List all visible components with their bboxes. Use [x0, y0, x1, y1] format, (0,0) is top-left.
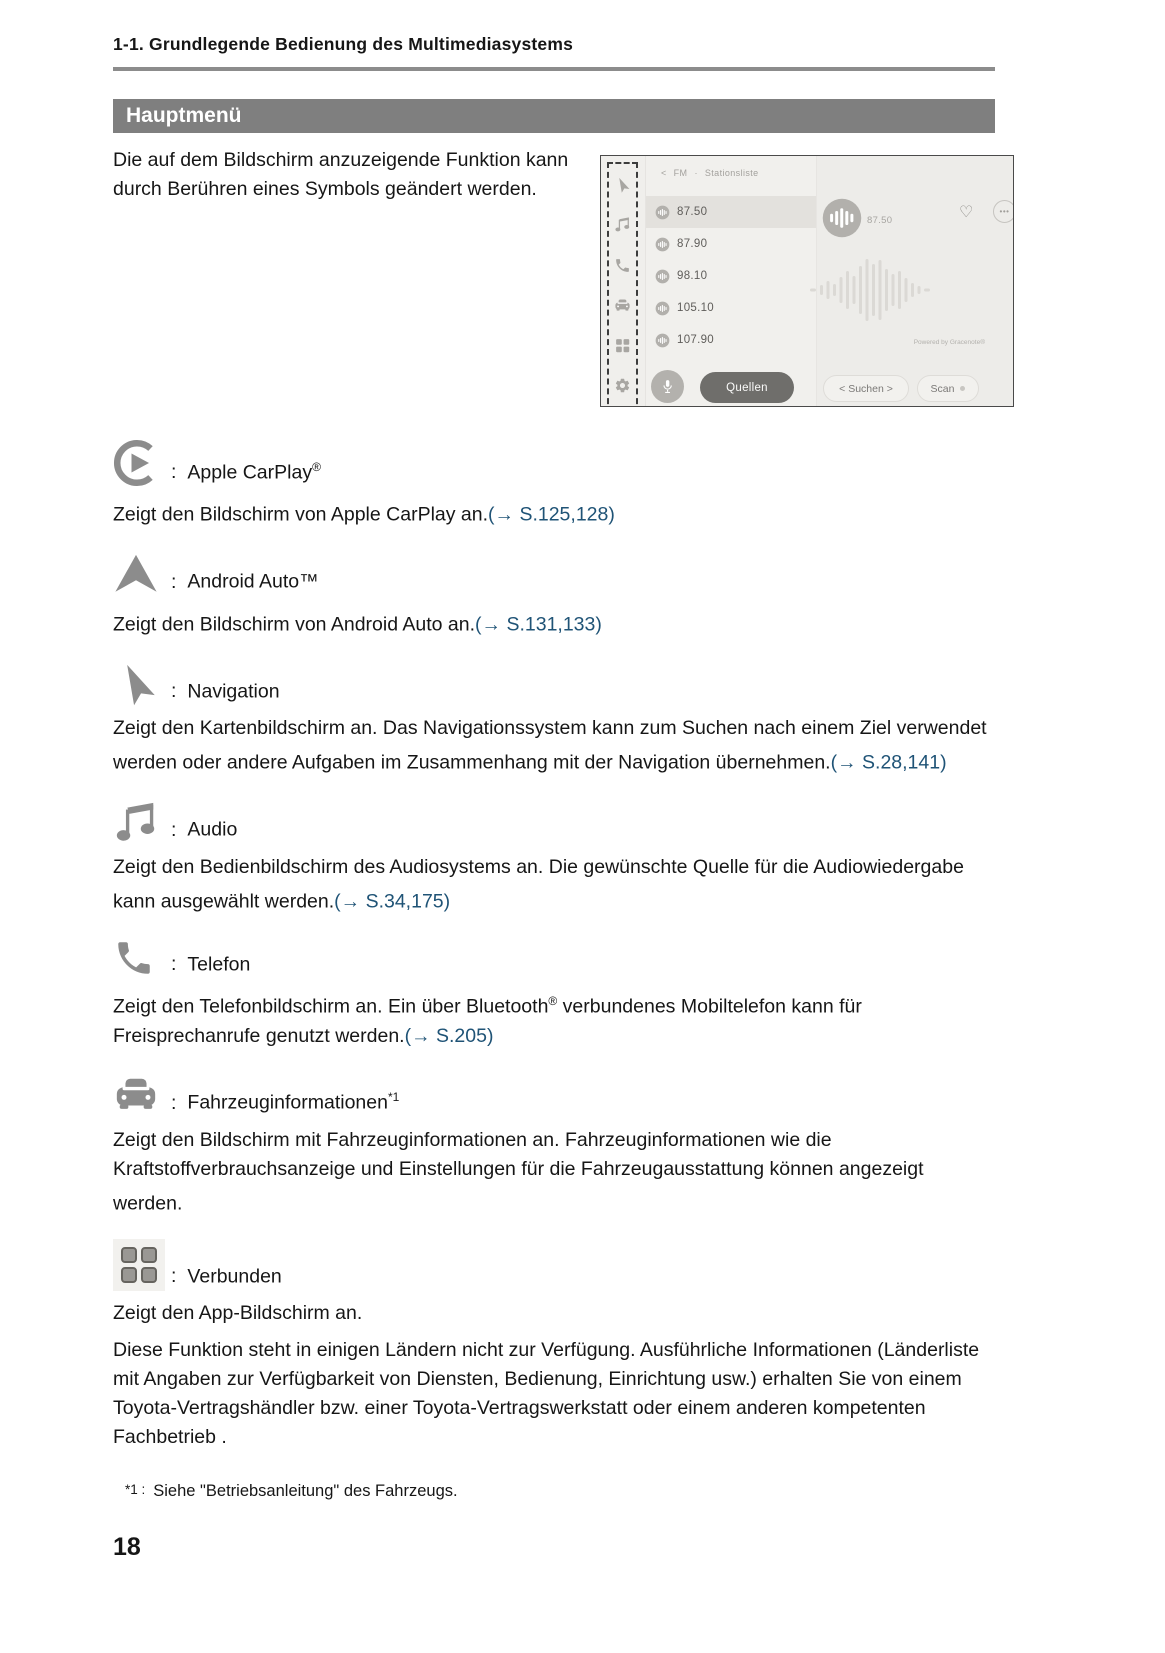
description-text: Zeigt den Bildschirm von Android Auto an.	[113, 613, 476, 635]
more-options-icon: •••	[993, 200, 1014, 223]
sidebar-highlight-box	[607, 162, 638, 407]
section-title: Hauptmenü	[126, 104, 242, 127]
list-title: Stationsliste	[704, 168, 759, 178]
phone-icon	[113, 937, 171, 979]
chapter-heading: 1-1. Grundlegende Bedienung des Multimediasystems	[113, 34, 574, 54]
label-colon: :	[171, 461, 177, 483]
description-text: Zeigt den Bildschirm von Apple CarPlay an.	[113, 503, 489, 526]
description-sup: ®	[548, 994, 558, 1008]
station-frequency: 98.10	[677, 270, 708, 282]
microphone-icon	[659, 378, 676, 395]
waveform-graphic	[810, 255, 930, 325]
entry-description	[113, 853, 995, 917]
entry-label	[171, 952, 250, 980]
entry-description	[113, 1299, 995, 1328]
entry-label	[171, 569, 319, 597]
android-auto-icon	[113, 551, 171, 597]
vehicle-info-icon	[614, 297, 631, 314]
station-row	[645, 260, 816, 292]
scan-dot	[960, 386, 965, 391]
menu-entry-audio	[113, 799, 995, 917]
entry-description	[113, 1126, 995, 1219]
station-frequency: 87.50	[677, 206, 708, 218]
station-icon	[655, 205, 670, 220]
entry-label-text: Verbunden	[187, 1265, 282, 1287]
description-text: Zeigt den Telefonbildschirm an. Ein über Bluetooth	[113, 995, 549, 1018]
description-text: Zeigt den Kartenbildschirm an. Das Navigationssystem kann zum Suchen nach einem Ziel verwendet werden oder andere Aufgaben im Zusammenhang mit der Navigation übernehmen.	[113, 717, 987, 774]
footnote	[113, 1482, 995, 1501]
entry-note: Diese Funktion steht in einigen Ländern nicht zur Verfügung. Ausführliche Informationen (Länderliste mit Angaben zur Verfügbarkeit von Diensten, Bedienung, Einrichtung usw.) erhalten Sie von einem Toyota-Vertragshändler bzw. einer Toyota-Vertragswerkstatt oder einem anderen kompetenten Fachbetrieb .	[113, 1339, 980, 1448]
menu-entry-android-auto	[113, 551, 995, 640]
entry-label	[171, 1264, 282, 1292]
label-colon: :	[171, 680, 177, 702]
entry-label-sup: ®	[312, 459, 321, 474]
entry-description	[113, 714, 995, 778]
station-icon	[655, 301, 670, 316]
vehicle-info-icon	[113, 1072, 171, 1118]
scan-button-label: Scan	[930, 382, 955, 395]
entry-description	[113, 605, 995, 640]
entry-label	[171, 679, 280, 707]
station-row	[645, 228, 816, 260]
now-playing-station-icon	[821, 197, 863, 239]
entry-label	[171, 817, 237, 845]
breadcrumb-separator: ·	[694, 168, 698, 178]
cross-reference-link[interactable]: (→ S.125,128)	[488, 503, 615, 526]
navigation-icon	[614, 176, 631, 193]
menu-entry-fahrzeuginformationen	[113, 1072, 995, 1219]
menu-entry-telefon	[113, 937, 995, 1051]
voice-mic-button	[651, 370, 684, 403]
station-frequency: 105.10	[677, 302, 714, 314]
source-label: FM	[673, 168, 688, 178]
phone-icon	[614, 257, 631, 274]
scan-button	[917, 375, 979, 402]
label-colon: :	[171, 570, 177, 593]
entry-label-text: Navigation	[187, 680, 280, 702]
breadcrumb	[661, 168, 766, 178]
powered-by-credit: Powered by Gracenote®	[913, 339, 985, 346]
entry-label	[171, 1090, 399, 1118]
station-icon	[655, 269, 670, 284]
station-list-panel	[645, 156, 817, 406]
description-text: Zeigt den Bildschirm mit Fahrzeuginformationen an. Fahrzeuginformationen wie die Kraftstoffverbrauchsanzeige und Einstellungen für die Fahrzeugausstattung können angezeigt werden.	[113, 1128, 924, 1214]
header-divider	[113, 67, 995, 71]
footnote-marker: *1 :	[125, 1482, 146, 1497]
audio-icon	[614, 216, 631, 233]
menu-entry-verbunden	[113, 1239, 995, 1452]
entry-label-text: Apple CarPlay	[187, 461, 313, 483]
entry-label-text: Telefon	[187, 953, 251, 975]
tune-search-button: < Suchen >	[823, 375, 909, 402]
menu-entry-navigation	[113, 660, 995, 778]
now-playing-frequency: 87.50	[867, 215, 893, 226]
settings-icon	[614, 377, 631, 394]
station-frequency: 87.90	[677, 238, 708, 250]
cross-reference-link[interactable]: (→ S.131,133)	[475, 613, 602, 635]
apps-icon	[113, 1239, 171, 1291]
entry-label-text: Android Auto™	[187, 570, 319, 593]
description-text: verbundenes Mobiltelefon kann für Freisprechanrufe genutzt werden.	[113, 995, 862, 1047]
label-colon: :	[171, 1091, 177, 1114]
entry-label-sup: *1	[387, 1090, 400, 1104]
station-frequency: 107.90	[677, 334, 714, 346]
description-text: Zeigt den Bedienbildschirm des Audiosystems an. Die gewünschte Quelle für die Audiowiedergabe kann ausgewählt werden.	[113, 855, 964, 912]
entry-label	[171, 460, 321, 488]
cross-reference-link[interactable]: (→ S.205)	[404, 1024, 494, 1047]
intro-paragraph: Die auf dem Bildschirm anzuzeigende Funktion kann durch Berühren eines Symbols geändert werden.	[113, 149, 569, 200]
label-colon: :	[171, 1265, 177, 1287]
entry-label-text: Audio	[187, 818, 238, 841]
entry-description	[113, 495, 995, 530]
description-text: Zeigt den App-Bildschirm an.	[113, 1302, 363, 1324]
label-colon: :	[171, 818, 177, 841]
multimedia-system-screenshot	[600, 155, 1014, 407]
station-row	[645, 292, 816, 324]
apple-carplay-icon	[113, 439, 171, 487]
favorite-heart-icon: ♡	[959, 202, 974, 221]
label-colon: :	[171, 953, 177, 975]
back-icon: <	[661, 168, 667, 178]
entry-label-text: Fahrzeuginformationen	[187, 1091, 388, 1114]
cross-reference-link[interactable]: (→ S.34,175)	[334, 890, 451, 912]
entry-description	[113, 987, 995, 1051]
audio-icon	[113, 799, 171, 845]
app-sidebar	[601, 156, 646, 406]
station-row	[645, 196, 816, 228]
intro-section	[113, 133, 1010, 439]
station-icon	[655, 237, 670, 252]
sources-button: Quellen	[700, 372, 794, 403]
footnote-text: Siehe "Betriebsanleitung" des Fahrzeugs.	[153, 1482, 458, 1500]
cross-reference-link[interactable]: (→ S.28,141)	[830, 751, 947, 774]
page-number: 18	[113, 1533, 141, 1561]
menu-entry-list	[113, 439, 995, 1452]
menu-entry-apple-carplay	[113, 439, 995, 530]
navigation-icon	[113, 660, 171, 706]
section-title-bar	[113, 99, 995, 133]
